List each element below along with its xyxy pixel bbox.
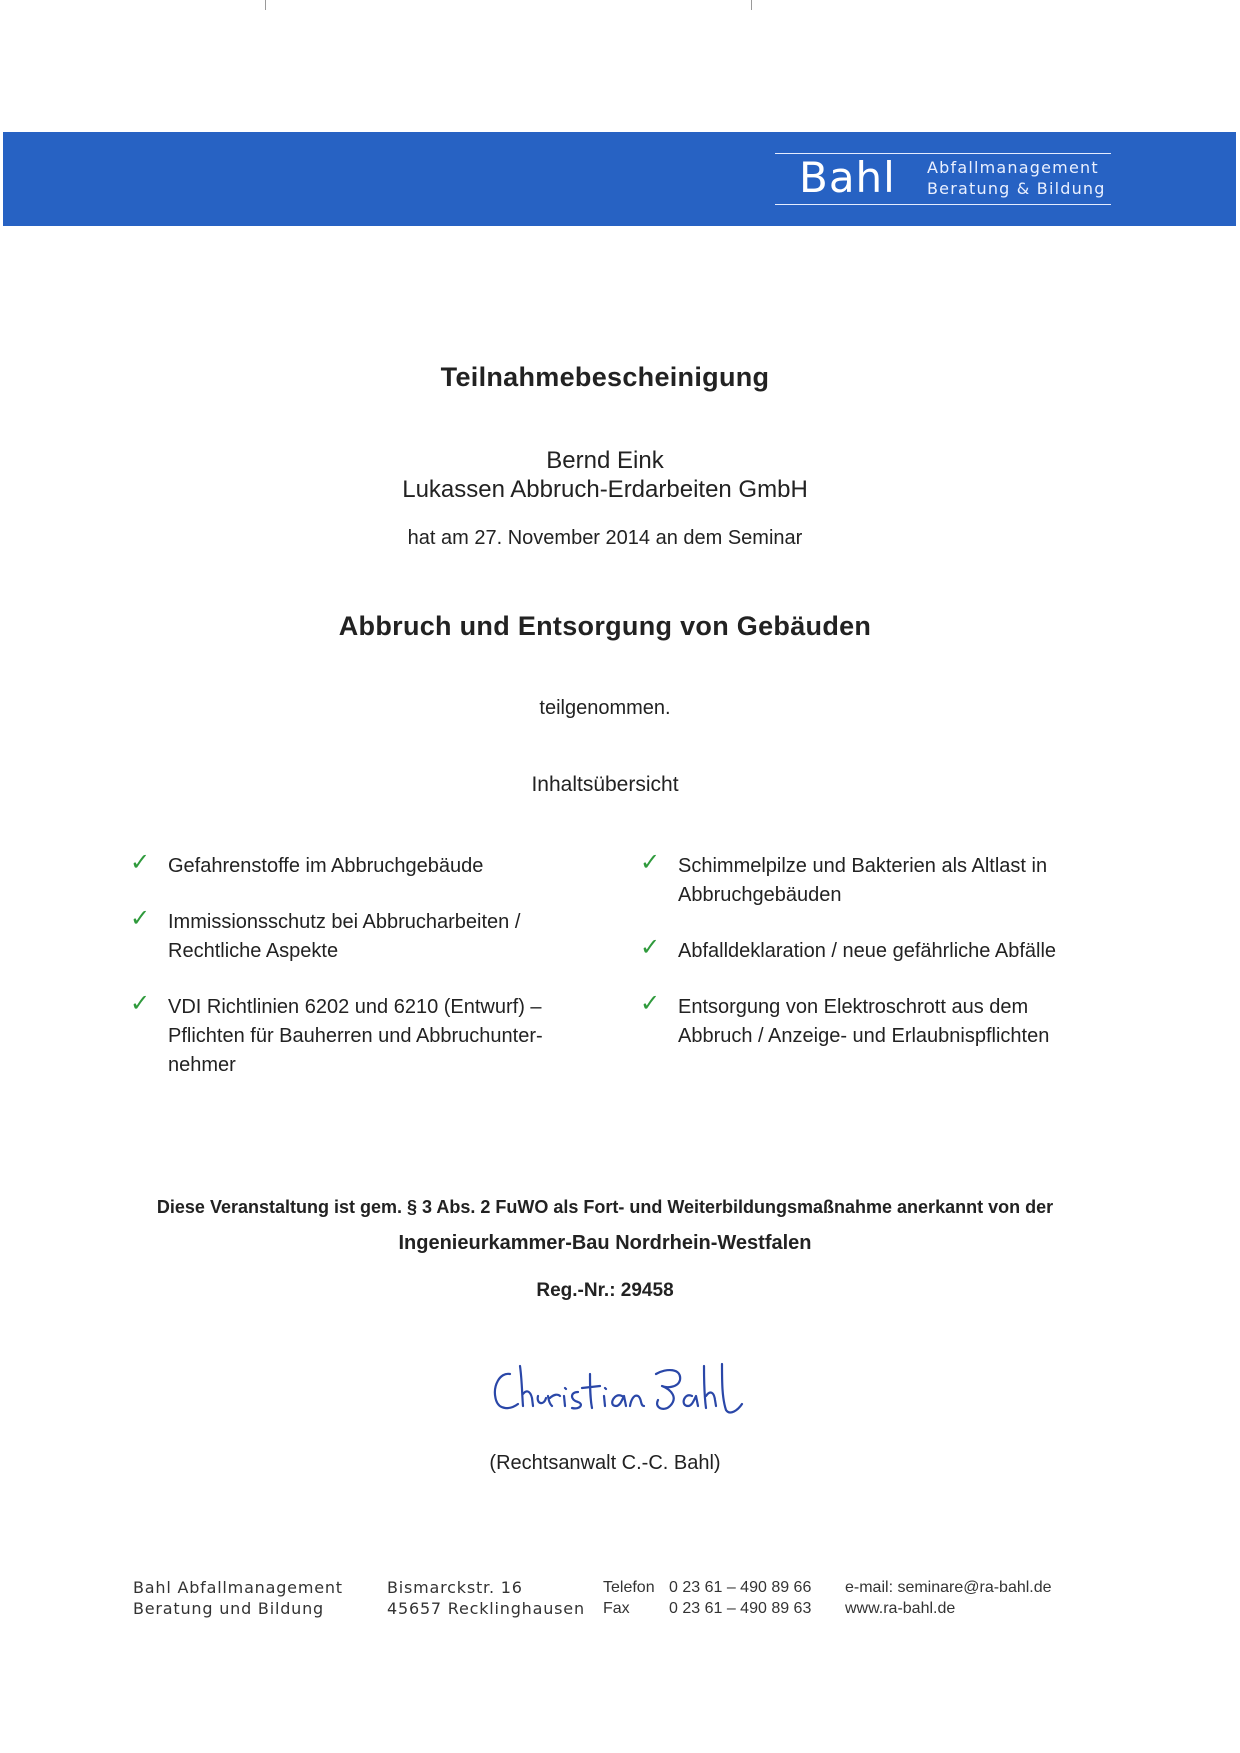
participant-name: Bernd Eink xyxy=(546,447,664,474)
company-logo xyxy=(775,153,1111,205)
footer-contact-phone xyxy=(603,1577,811,1619)
topic-line: Gefahrenstoffe im Abbruchgebäude xyxy=(168,855,484,877)
topic-item xyxy=(130,989,600,1080)
topic-line: VDI Richtlinien 6202 und 6210 (Entwurf) – xyxy=(168,996,542,1018)
checkmark-icon: ✓ xyxy=(640,989,661,1017)
scan-mark-right xyxy=(751,0,752,10)
topic-item xyxy=(640,933,1120,966)
footer-org-line: Bahl Abfallmanagement xyxy=(133,1578,343,1597)
participant-company: Lukassen Abbruch-Erdarbeiten GmbH xyxy=(402,476,808,503)
handwritten-signature xyxy=(486,1352,746,1424)
phone-number: 0 23 61 – 490 89 66 xyxy=(669,1579,812,1596)
attendance-intro: hat am 27. November 2014 an dem Seminar xyxy=(407,527,803,549)
footer-city: 45657 Recklinghausen xyxy=(387,1599,585,1618)
seminar-title: Abbruch und Entsorgung von Gebäuden xyxy=(338,611,872,641)
phone-label: Telefon xyxy=(603,1579,655,1596)
topic-item xyxy=(130,904,600,966)
accrediting-chamber: Ingenieurkammer-Bau Nordrhein-Westfalen xyxy=(398,1232,812,1254)
topic-line: Abfalldeklaration / neue gefährliche Abfälle xyxy=(678,940,1057,962)
footer-contact-online xyxy=(845,1577,1052,1619)
fax-label: Fax xyxy=(603,1600,630,1617)
checkmark-icon: ✓ xyxy=(130,848,151,876)
checkmark-icon: ✓ xyxy=(640,848,661,876)
topics-left-column xyxy=(130,848,600,1107)
topic-line: Entsorgung von Elektroschrott aus dem xyxy=(678,996,1029,1018)
header-band xyxy=(3,132,1236,226)
logo-tagline-2: Beratung & Bildung xyxy=(927,179,1106,198)
registration-number: Reg.-Nr.: 29458 xyxy=(536,1280,674,1301)
checkmark-icon: ✓ xyxy=(640,933,661,961)
fax-number: 0 23 61 – 490 89 63 xyxy=(669,1600,812,1617)
footer-organization xyxy=(133,1577,343,1619)
topic-line: nehmer xyxy=(168,1054,236,1076)
attendance-closing: teilgenommen. xyxy=(539,697,671,719)
topic-line: Pflichten für Bauherren und Abbruchunter- xyxy=(168,1025,543,1047)
topic-line: Schimmelpilze und Bakterien als Altlast in xyxy=(678,855,1048,877)
footer-org-line: Beratung und Bildung xyxy=(133,1599,324,1618)
checkmark-icon: ✓ xyxy=(130,989,151,1017)
footer-address xyxy=(387,1577,585,1619)
topic-line: Rechtliche Aspekte xyxy=(168,940,339,962)
topic-line: Immissionsschutz bei Abbrucharbeiten / xyxy=(168,911,521,933)
logo-word: Bahl xyxy=(799,153,896,202)
topic-line: Abbruch / Anzeige- und Erlaubnispflichten xyxy=(678,1025,1050,1047)
footer-email[interactable]: e-mail: seminare@ra-bahl.de xyxy=(845,1579,1052,1596)
checkmark-icon: ✓ xyxy=(130,904,151,932)
topic-line: Abbruchgebäuden xyxy=(678,884,842,906)
footer-street: Bismarckstr. 16 xyxy=(387,1578,523,1597)
scan-mark-left xyxy=(265,0,266,10)
certificate-title: Teilnahmebescheinigung xyxy=(440,362,770,392)
topic-item xyxy=(130,848,600,881)
footer-website[interactable]: www.ra-bahl.de xyxy=(845,1600,956,1617)
logo-tagline-1: Abfallmanagement xyxy=(927,158,1099,177)
topic-item xyxy=(640,989,1120,1051)
accreditation-text: Diese Veranstaltung ist gem. § 3 Abs. 2 FuWO als Fort- und Weiterbildungsmaßnahme anerkannt von der xyxy=(156,1197,1054,1217)
topic-item xyxy=(640,848,1120,910)
signer-name: (Rechtsanwalt C.-C. Bahl) xyxy=(489,1452,721,1474)
topics-right-column xyxy=(640,848,1120,1078)
overview-heading: Inhaltsübersicht xyxy=(531,773,679,796)
